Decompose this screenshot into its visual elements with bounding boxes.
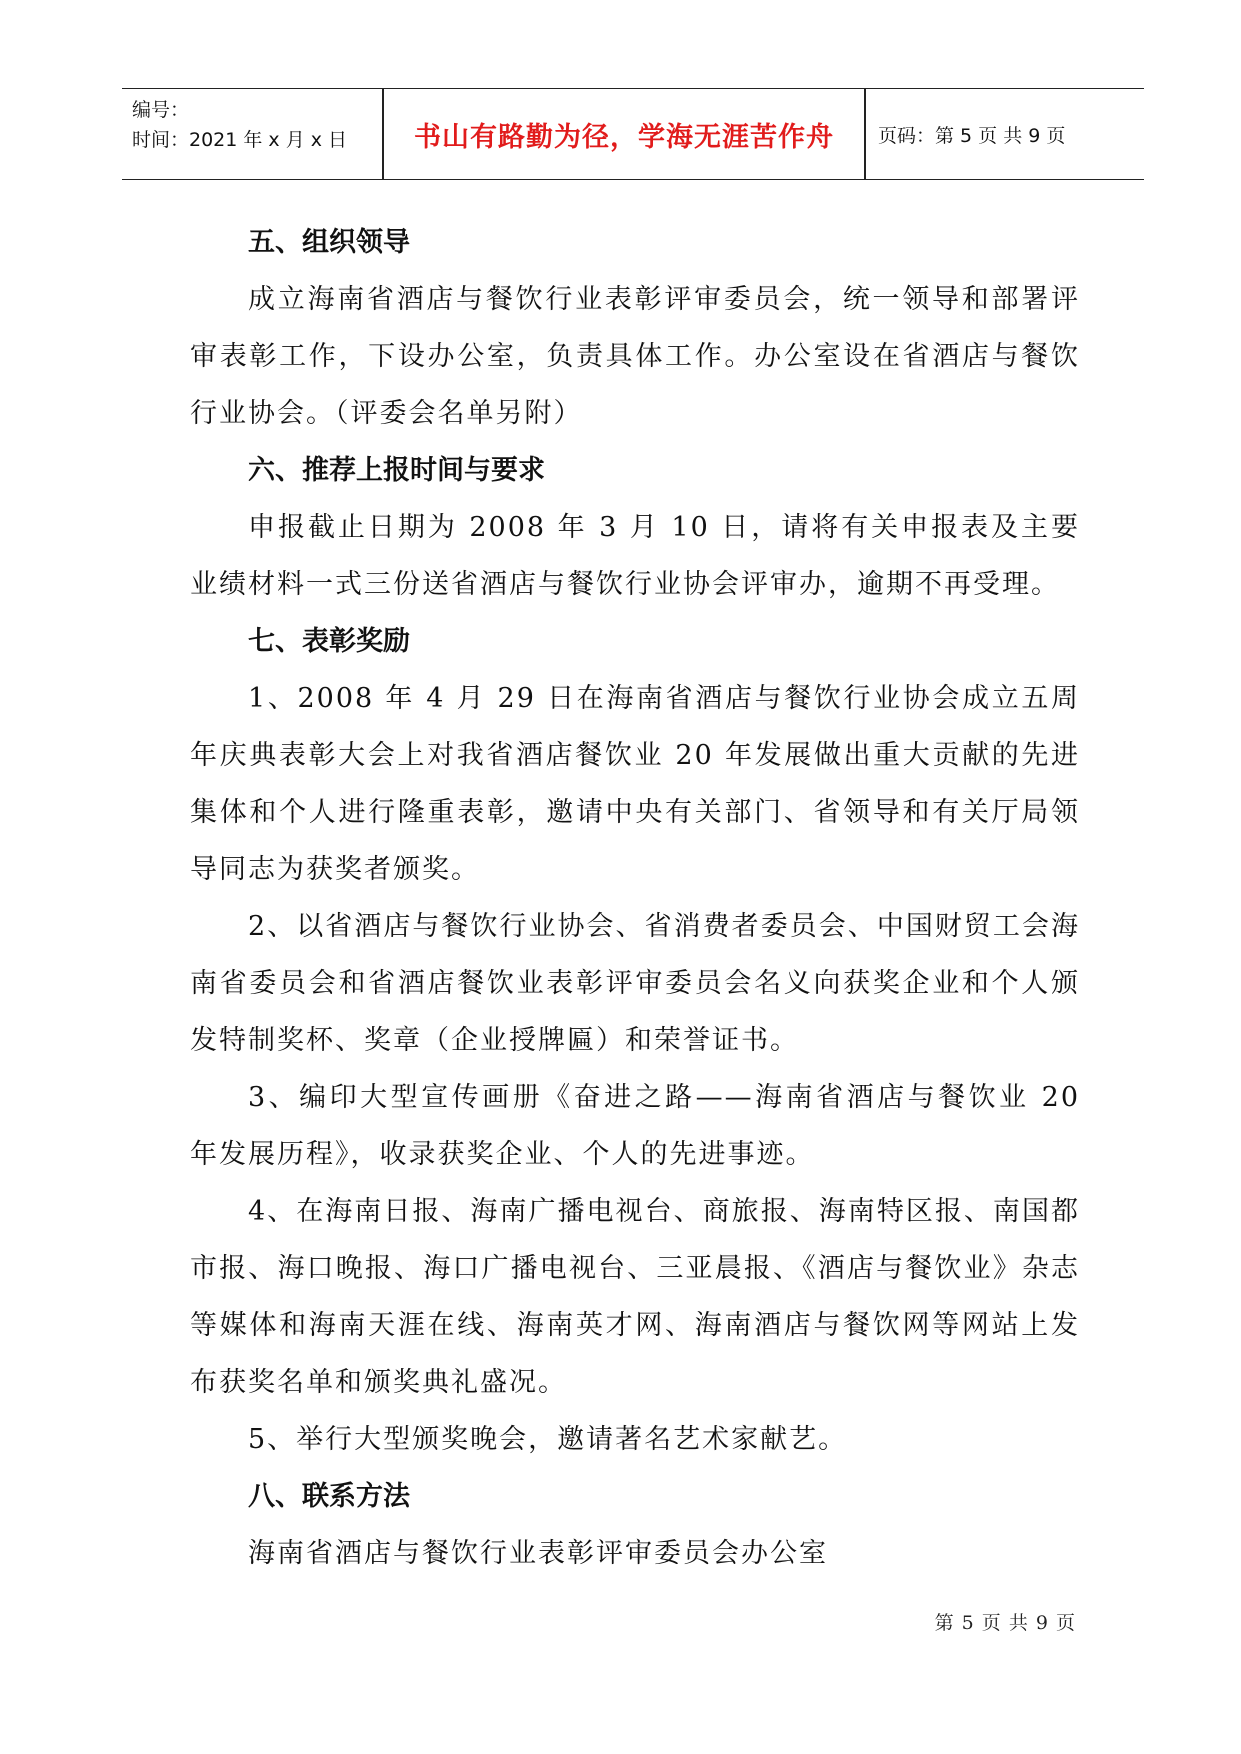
section-heading: 六、推荐上报时间与要求 bbox=[248, 455, 545, 486]
paragraph: 4、在海南日报、海南广播电视台、商旅报、海南特区报、南国都市报、海口晚报、海口广播电视台、三亚晨报、《酒店与餐饮业》杂志等媒体和海南天涯在线、海南英才网、海南酒店与餐饮网等网站上发布获奖名单和颁奖典礼盛况。 bbox=[190, 1196, 1080, 1398]
document-body bbox=[190, 214, 1080, 1582]
paragraph: 5、举行大型颁奖晚会，邀请著名艺术家献艺。 bbox=[248, 1424, 848, 1455]
header-page-number: 页码：第 5 页 共 9 页 bbox=[878, 124, 1066, 147]
header-divider bbox=[864, 89, 866, 179]
section-heading: 七、表彰奖励 bbox=[248, 626, 410, 657]
paragraph: 成立海南省酒店与餐饮行业表彰评审委员会，统一领导和部署评审表彰工作，下设办公室，负责具体工作。办公室设在省酒店与餐饮行业协会。（评委会名单另附） bbox=[190, 284, 1080, 429]
document-date: 时间：2021 年 x 月 x 日 bbox=[132, 129, 348, 151]
header-motto: 书山有路勤为径，学海无涯苦作舟 bbox=[414, 121, 834, 153]
paragraph: 2、以省酒店与餐饮行业协会、省消费者委员会、中国财贸工会海南省委员会和省酒店餐饮业表彰评审委员会名义向获奖企业和个人颁发特制奖杯、奖章（企业授牌匾）和荣誉证书。 bbox=[190, 911, 1080, 1056]
page-header bbox=[122, 88, 1144, 180]
paragraph: 海南省酒店与餐饮行业表彰评审委员会办公室 bbox=[248, 1538, 828, 1569]
section-heading: 八、联系方法 bbox=[248, 1481, 410, 1512]
footer-page-number: 第 5 页 共 9 页 bbox=[934, 1612, 1076, 1634]
section-heading: 五、组织领导 bbox=[248, 227, 410, 258]
paragraph: 3、编印大型宣传画册《奋进之路——海南省酒店与餐饮业 20 年发展历程》，收录获奖企业、个人的先进事迹。 bbox=[190, 1082, 1080, 1170]
header-meta bbox=[132, 95, 382, 155]
paragraph: 申报截止日期为 2008 年 3 月 10 日，请将有关申报表及主要业绩材料一式三份送省酒店与餐饮行业协会评审办，逾期不再受理。 bbox=[190, 512, 1080, 600]
paragraph: 1、2008 年 4 月 29 日在海南省酒店与餐饮行业协会成立五周年庆典表彰大会上对我省酒店餐饮业 20 年发展做出重大贡献的先进集体和个人进行隆重表彰，邀请中央有关部门、省领导和有关厅局领导同志为获奖者颁奖。 bbox=[190, 683, 1080, 885]
document-number: 编号： bbox=[132, 99, 190, 121]
